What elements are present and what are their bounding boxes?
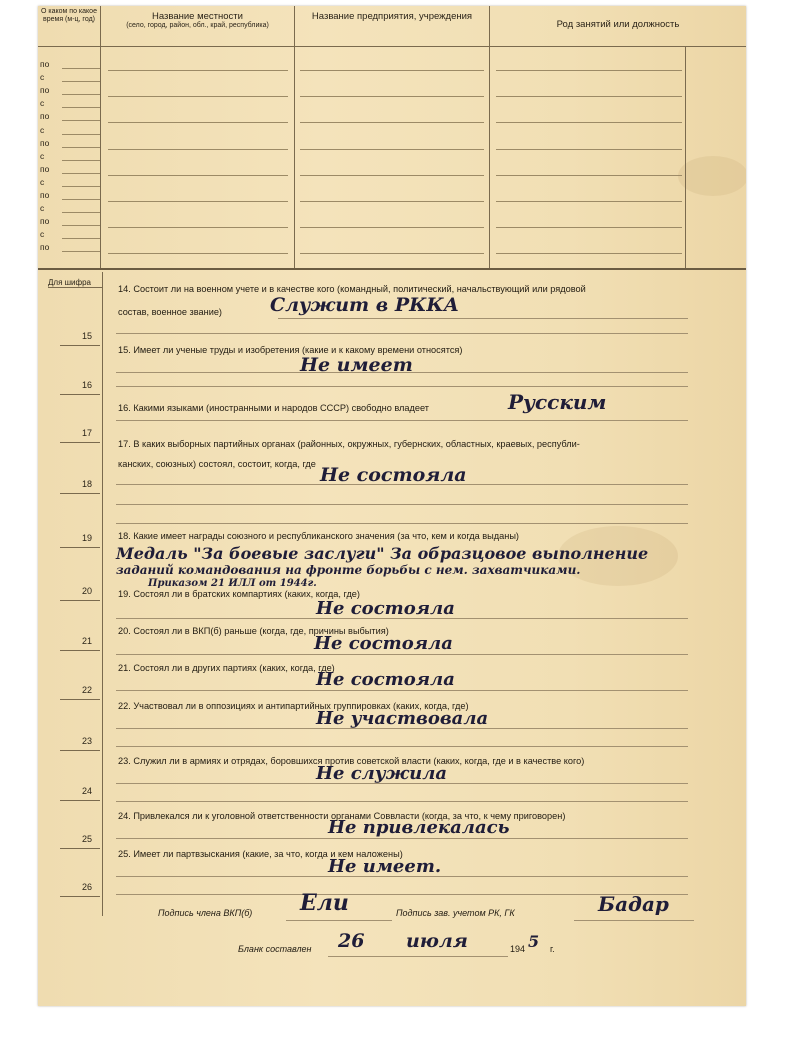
row-number-line [60, 345, 100, 346]
answer-24: Не привлекалась [328, 817, 510, 838]
question-17-cont: канских, союзных) состоял, состоит, когда, где [118, 459, 316, 469]
row-number: 19 [81, 533, 92, 543]
registrar-signature-label: Подпись зав. учетом РК, ГК [396, 908, 515, 918]
row-number: 26 [81, 882, 92, 892]
period-row-label: с [40, 98, 45, 108]
table-row-line [300, 70, 484, 71]
date-month: июля [406, 930, 468, 952]
table-row-line [108, 96, 288, 97]
period-row-line [62, 147, 100, 148]
table-row-line [108, 70, 288, 71]
header-job [490, 6, 746, 47]
cipher-label: Для шифра [48, 278, 102, 288]
table-row-line [496, 201, 682, 202]
row-number: 18 [81, 479, 92, 489]
row-number-line [60, 699, 100, 700]
table-row-line [108, 201, 288, 202]
row-number: 24 [81, 786, 92, 796]
table-row-line [108, 253, 288, 254]
answer-21: Не состояла [316, 669, 455, 690]
period-row-line [62, 94, 100, 95]
answer-line [278, 318, 688, 319]
date-line [328, 956, 508, 957]
answer-18-line1: Медаль "За боевые заслуги" За образцовое выполнение [116, 544, 649, 563]
header-place-label: Название местности [152, 11, 243, 22]
answer-line [116, 746, 688, 747]
row-number: 15 [81, 331, 92, 341]
table-row-line [108, 227, 288, 228]
question-14: 14. Состоит ли на военном учете и в качестве кого (командный, политический, начальствующий или рядовой [118, 284, 586, 294]
period-row-line [62, 238, 100, 239]
signature-line [574, 920, 694, 921]
period-row-label: по [40, 216, 50, 226]
answer-line [116, 504, 688, 505]
column-divider [685, 46, 686, 268]
question-23: 23. Служил ли в армиях и отрядах, боровшихся против советской власти (каких, когда, где и в качестве кого) [118, 756, 585, 766]
answer-20: Не состояла [314, 633, 453, 654]
header-job-label: Род занятий или должность [556, 19, 680, 30]
period-row-label: с [40, 203, 45, 213]
table-row-line [496, 96, 682, 97]
column-divider [100, 46, 101, 268]
header-period-label: О каком по какое время (м-ц, год) [41, 8, 97, 23]
answer-line [116, 420, 688, 421]
period-row-label: с [40, 72, 45, 82]
period-row-line [62, 251, 100, 252]
answer-line [116, 618, 688, 619]
row-number-line [60, 442, 100, 443]
period-row-line [62, 134, 100, 135]
date-label: Бланк составлен [238, 944, 312, 954]
table-row-line [108, 175, 288, 176]
header-place-sublabel: (село, город, район, обл., край, республика) [126, 22, 269, 29]
period-row-line [62, 68, 100, 69]
header-org-label: Название предприятия, учреждения [311, 11, 473, 22]
period-row-label: по [40, 111, 50, 121]
column-divider [294, 46, 295, 268]
question-22: 22. Участвовал ли в оппозициях и антипартийных группировках (каких, когда, где) [118, 701, 469, 711]
period-row-line [62, 225, 100, 226]
answer-14: Служит в РККА [270, 294, 460, 316]
answer-17: Не состояла [320, 464, 467, 486]
date-year-prefix: 194 [510, 944, 526, 954]
signature-line [286, 920, 392, 921]
row-number: 21 [81, 636, 92, 646]
row-number: 16 [81, 380, 92, 390]
period-row-label: по [40, 242, 50, 252]
period-row-label: по [40, 59, 50, 69]
period-row-label: с [40, 177, 45, 187]
period-row-line [62, 186, 100, 187]
period-row-line [62, 107, 100, 108]
question-24: 24. Привлекался ли к уголовной ответственности органами Соввласти (когда, за что, к чему приговорен) [118, 811, 566, 821]
header-org [295, 6, 490, 47]
table-row-line [300, 175, 484, 176]
question-25: 25. Имеет ли партвзыскания (какие, за что, когда и кем наложены) [118, 849, 403, 859]
table-row-line [496, 122, 682, 123]
answer-line [116, 876, 688, 877]
column-divider [489, 46, 490, 268]
member-signature: Ели [300, 890, 349, 916]
table-row-line [496, 149, 682, 150]
table-row-line [300, 227, 484, 228]
period-row-label: с [40, 125, 45, 135]
row-number-line [60, 896, 100, 897]
table-row-line [300, 149, 484, 150]
row-number-line [60, 394, 100, 395]
period-row-label: с [40, 151, 45, 161]
member-signature-label: Подпись члена ВКП(б) [158, 908, 253, 918]
answer-18-line3: Приказом 21 ИЛЛ от 1944г. [148, 578, 317, 589]
answer-23: Не служила [316, 763, 448, 784]
period-row-label: по [40, 85, 50, 95]
answer-line [116, 783, 688, 784]
row-number: 20 [81, 586, 92, 596]
period-row-line [62, 199, 100, 200]
table-row-line [496, 227, 682, 228]
question-17: 17. В каких выборных партийных органах (районных, окружных, губернских, областных, краевых, республи- [118, 439, 580, 449]
question-21: 21. Состоял ли в других партиях (каких, когда, где) [118, 663, 335, 673]
table-row-line [108, 149, 288, 150]
form-page [38, 6, 746, 1006]
row-number: 25 [81, 834, 92, 844]
answer-line [116, 523, 688, 524]
period-row-label: по [40, 190, 50, 200]
answer-line [116, 801, 688, 802]
period-row-label: с [40, 229, 45, 239]
answer-line [116, 838, 688, 839]
table-bottom-rule [38, 268, 746, 270]
answer-line [116, 386, 688, 387]
row-number-line [60, 547, 100, 548]
table-row-line [300, 201, 484, 202]
table-row-line [300, 96, 484, 97]
table-row-line [496, 175, 682, 176]
cipher-column-divider [102, 272, 103, 916]
row-number: 17 [81, 428, 92, 438]
period-row-line [62, 212, 100, 213]
question-15: 15. Имеет ли ученые труды и изобретения (какие и к какому времени относятся) [118, 345, 463, 355]
question-16: 16. Какими языками (иностранными и народов СССР) свободно владеет [118, 403, 430, 413]
answer-line [116, 690, 688, 691]
date-year-digit: 5 [528, 932, 540, 951]
table-row-line [300, 122, 484, 123]
period-row-line [62, 120, 100, 121]
period-row-line [62, 173, 100, 174]
answer-19: Не состояла [316, 598, 455, 619]
answer-line [116, 333, 688, 334]
answer-line [116, 654, 688, 655]
row-number: 23 [81, 736, 92, 746]
table-row-line [300, 253, 484, 254]
answer-15: Не имеет [300, 354, 413, 376]
question-19: 19. Состоял ли в братских компартиях (каких, когда, где) [118, 589, 360, 599]
question-14-cont: состав, военное звание) [118, 307, 222, 317]
header-period [38, 6, 101, 47]
row-number-line [60, 750, 100, 751]
answer-25: Не имеет. [328, 856, 442, 877]
date-year-suffix: г. [550, 944, 555, 954]
period-row-line [62, 81, 100, 82]
table-row-line [496, 253, 682, 254]
header-place [101, 6, 295, 47]
period-row-label: по [40, 138, 50, 148]
table-row-line [108, 122, 288, 123]
period-row-label: по [40, 164, 50, 174]
answer-line [116, 728, 688, 729]
row-number-line [60, 600, 100, 601]
answer-line [116, 484, 688, 485]
date-day: 26 [338, 930, 365, 952]
question-18: 18. Какие имеет награды союзного и республиканского значения (за что, кем и когда выданы) [118, 531, 519, 541]
question-20: 20. Состоял ли в ВКП(б) раньше (когда, где, причины выбытия) [118, 626, 389, 636]
answer-line [116, 372, 688, 373]
answer-16: Русским [508, 390, 607, 414]
registrar-signature: Бадар [598, 892, 669, 916]
answer-18-line2: заданий командования на фронте борьбы с нем. захватчиками. [116, 563, 581, 577]
table-row-line [496, 70, 682, 71]
row-number-line [60, 800, 100, 801]
period-row-line [62, 160, 100, 161]
answer-22: Не участвовала [316, 708, 489, 729]
employment-table [38, 6, 746, 268]
row-number: 22 [81, 685, 92, 695]
row-number-line [60, 848, 100, 849]
row-number-line [60, 650, 100, 651]
row-number-line [60, 493, 100, 494]
